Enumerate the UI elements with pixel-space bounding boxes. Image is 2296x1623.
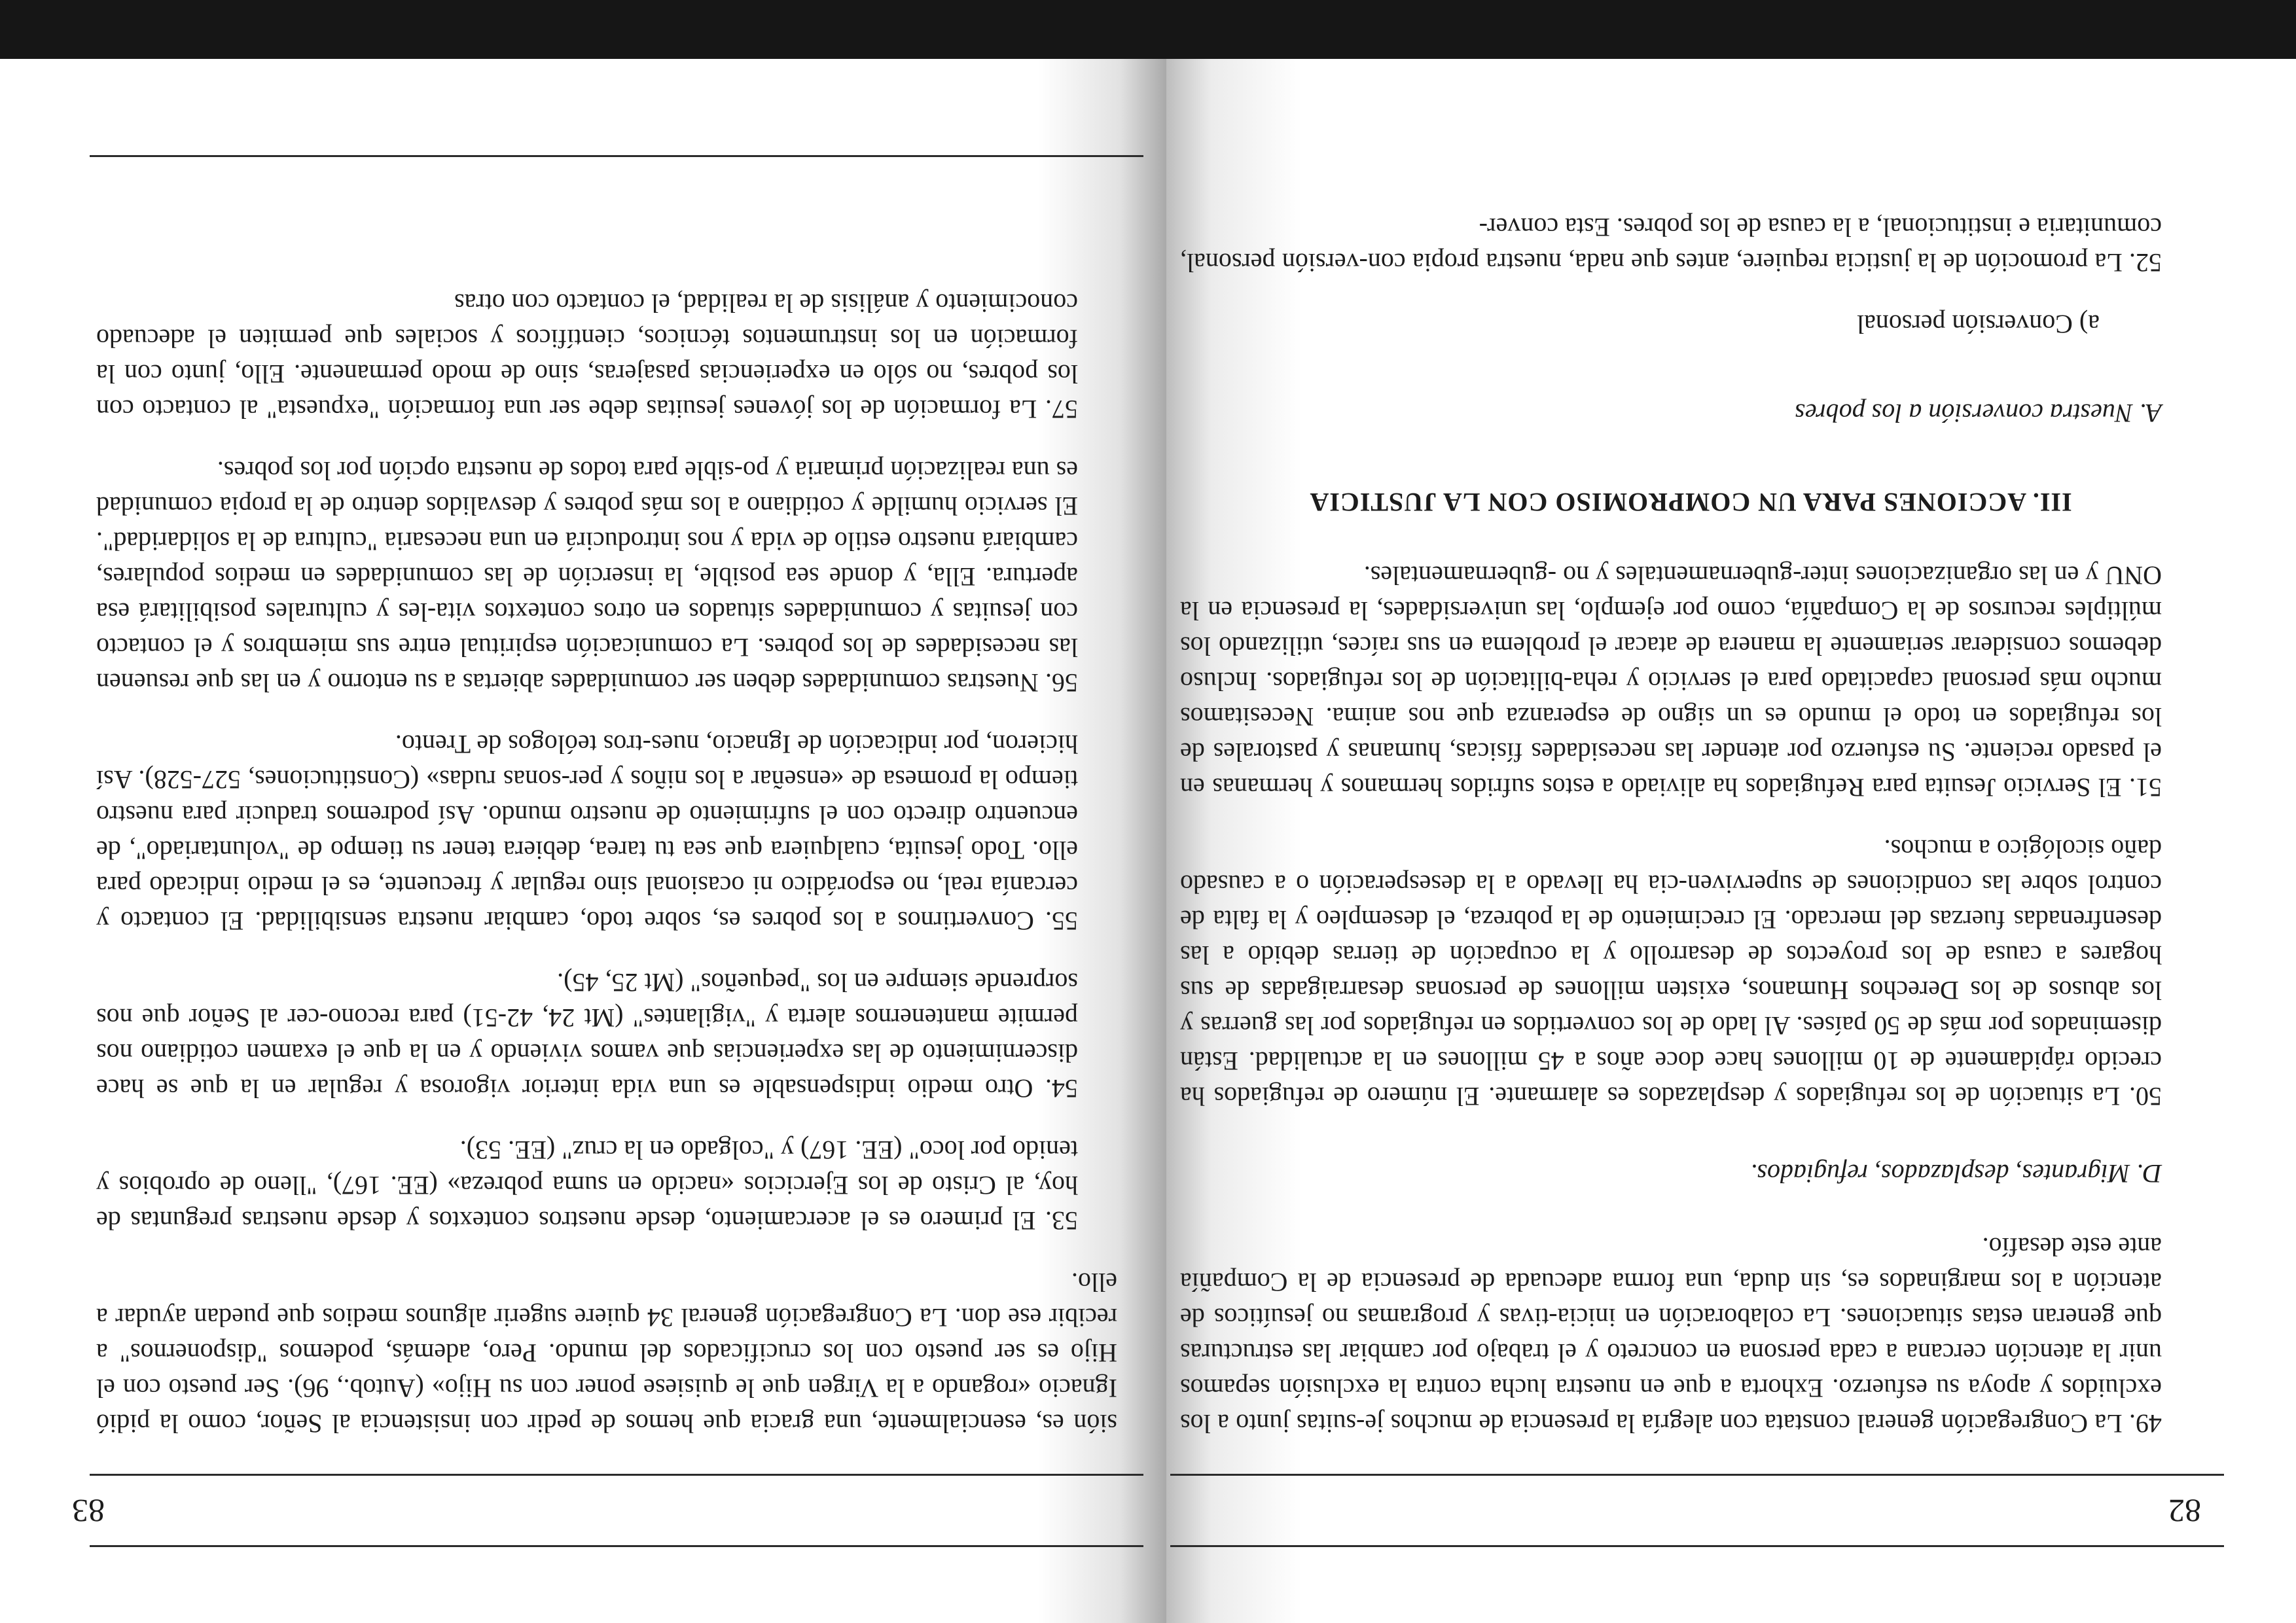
spacer (96, 1238, 1117, 1264)
spacer (96, 427, 1117, 453)
paragraph: 50. La situación de los refugiados y desplazados es alarmante. El número de refugiados ha crecido rápidamente de 10 millones hace doce años a 45 millones en la actualidad. Están diseminados por más de 50 países. Al lado de los convertidos en refugiados por las guerras y los abusos de los Derechos Humanos, existen millones de personas desarraigadas de sus hogares a causa de los proyectos de desarrollo y la ocupación de tierras debido a las desenfrenadas fuerzas del mercado. El crecimiento de la pobreza, el desempleo y la falta de control sobre las condiciones de superviven-cia ha llevado a la desesperación o a causado daño sicológico a muchos. (1180, 834, 2162, 1111)
book-page-82 (1166, 59, 2296, 1623)
page-number: 83 (72, 1493, 105, 1529)
spacer (96, 700, 1117, 726)
header-rule-upper (1170, 1545, 2224, 1547)
chapter-heading: III. ACCIONES PARA UN COMPROMISO CON LA JUSTICIA (1309, 488, 2072, 517)
spacer (96, 1106, 1117, 1132)
spacer (1180, 342, 2201, 380)
header-rule-top (1170, 1474, 2224, 1476)
header-rule-top (90, 1474, 1143, 1476)
section-heading: D. Migrantes, desplazados, refugiados. (1750, 1159, 2162, 1188)
spacer (1180, 1191, 2201, 1229)
spacer (1180, 520, 2201, 558)
paragraph: 55. Convertirnos a los pobres es, sobre todo, cambiar nuestra sensibilidad. El contacto y cercanía real, no esporádico ni ocasional sino regular y frecuente, es el medio indicado para ello. Todo jesuita, cualquiera que sea tu tarea, debiera tener su tiempo de "voluntariado", de encuentro directo con el sufrimiento de nuestro mundo. Así podremos traducir para nuestro tiempo la promesa de «enseñar a los niños y per-sonas rudas» (Constituciones, 527-528). Así hicieron, por indicación de Ignacio, nues-tros teólogos de Trento. (96, 730, 1078, 936)
paragraph: 53. El primero es el acercamiento, desde nuestros contextos y desde nuestras preguntas de hoy, al Cristo de los Ejercicios «nacido en suma pobreza» (EE. 167), "lleno de oprobios y tenido por loco" (EE. 167) y "colgado en la cruz" (EE. 53). (96, 1135, 1078, 1236)
page-number: 82 (2168, 1493, 2201, 1529)
spacer (1180, 805, 2201, 831)
paragraph: 49. La Congregación general constata con alegría la presencia de muchos je-suitas junto a los excluidos y apoya su esfuerzo. Exhorta a que en nuestra lucha contra la exclusión sepamos unir la atención cercana a cada persona en concreto y el trabajo por cambiar las estructuras que generan estas situaciones. La colaboración en inicia-tivas y programas no jesuíticos de atención a los marginados es, sin duda, una forma adecuada de presencia de la Compañía ante este desafío. (1180, 1232, 2162, 1438)
header-rule-upper (90, 1545, 1143, 1547)
paragraph: 57. La formación de los jóvenes jesuitas debe ser una formación "expuesta" al contacto con los pobres, no sólo en experiencias pasajeras, sino de modo permanente. Ello, junto con la formación en los instrumentos técnicos, científicos y sociales que permiten el adecuado conocimiento y análisis de la realidad, el contacto con otras (96, 289, 1078, 424)
spacer (1180, 1114, 2201, 1140)
section-heading: A. Nuestra conversión a los pobres (1795, 399, 2162, 428)
paragraph: 54. Otro medio indispensable es una vida interior vigorosa y regular en la que se hace discernimiento de las experiencias que vamos viviendo y en la que el examen cotidiano nos permite mantenernos alerta y "vigilantes" (Mt 24, 42-51) para recono-cer al Señor que nos sorprende siempre en los "pequeños" (Mt 25, 45). (96, 968, 1078, 1103)
spacer (1180, 469, 2201, 484)
spacer (1180, 431, 2201, 469)
page-82-body (1180, 209, 2201, 1441)
spacer (1180, 1140, 2201, 1156)
spacer (1180, 380, 2201, 395)
spacer (1180, 280, 2201, 306)
page-83-body (96, 285, 1117, 1441)
subsection-heading: a) Conversión personal (1856, 310, 2100, 339)
book-page-83 (0, 59, 1166, 1623)
spacer (96, 938, 1117, 965)
paragraph: 56. Nuestras comunidades deben ser comunidades abiertas a su entorno y en las que resuenen las necesidades de los pobres. La comunicación espiritual entre sus miembros y el contacto con jesuitas y comunidades situados en otros contextos vita-les y culturales posibilitará esa apertura. Ella, y donde sea posible, la inserción de las comunidades en medios populares, cambiará nuestro estilo de vida y nos introducirá en una necesaria "cultura de la solidaridad". El servicio humilde y cotidiano a los más pobres y desvalidos dentro de la propia comunidad es una realización primaria y po-sible para todos de nuestra opción por los pobres. (96, 456, 1078, 698)
paragraph: 52. La promoción de la justicia requiere, antes que nada, nuestra propia con-versión personal, comunitaria e institucional, a la causa de los pobres. Esta conver- (1180, 213, 2162, 277)
paragraph-continued: sión es, esencialmente, una gracia que hemos de pedir con insistencia al Señor, como la pidió Ignacio «rogando a la Virgen que le quisiese poner con su Hijo» (Autob., 96). Ser puesto con el Hijo es ser puesto con los crucificados del mundo. Pero, además, podemos "disponernos" a recibir ese don. La Congregación general 34 quiere sugerir algunos medios que puedan ayudar a ello. (96, 1268, 1117, 1438)
paragraph: 51. El Servicio Jesuita para Refugiados ha aliviado a estos sufridos hermanos y hermanas en el pasado reciente. Su esfuerzo por atender las necesidades físicas, humanas y pastorales de los refugiados en todo el mundo es un signo de esperanza que nos anima. Necesitamos mucho más personal capacitado para el servicio y reha-bilitación de los refugiados. Incluso debemos considerar seriamente la manera de atacar el problema en sus raíces, utilizando los múltiples recursos de la Compañía, como por ejemplo, las universidades, la presencia en la ONU y en las organizaciones inter-gubernamentales y no -gubernamentales. (1180, 561, 2162, 802)
footer-rule (90, 155, 1143, 157)
